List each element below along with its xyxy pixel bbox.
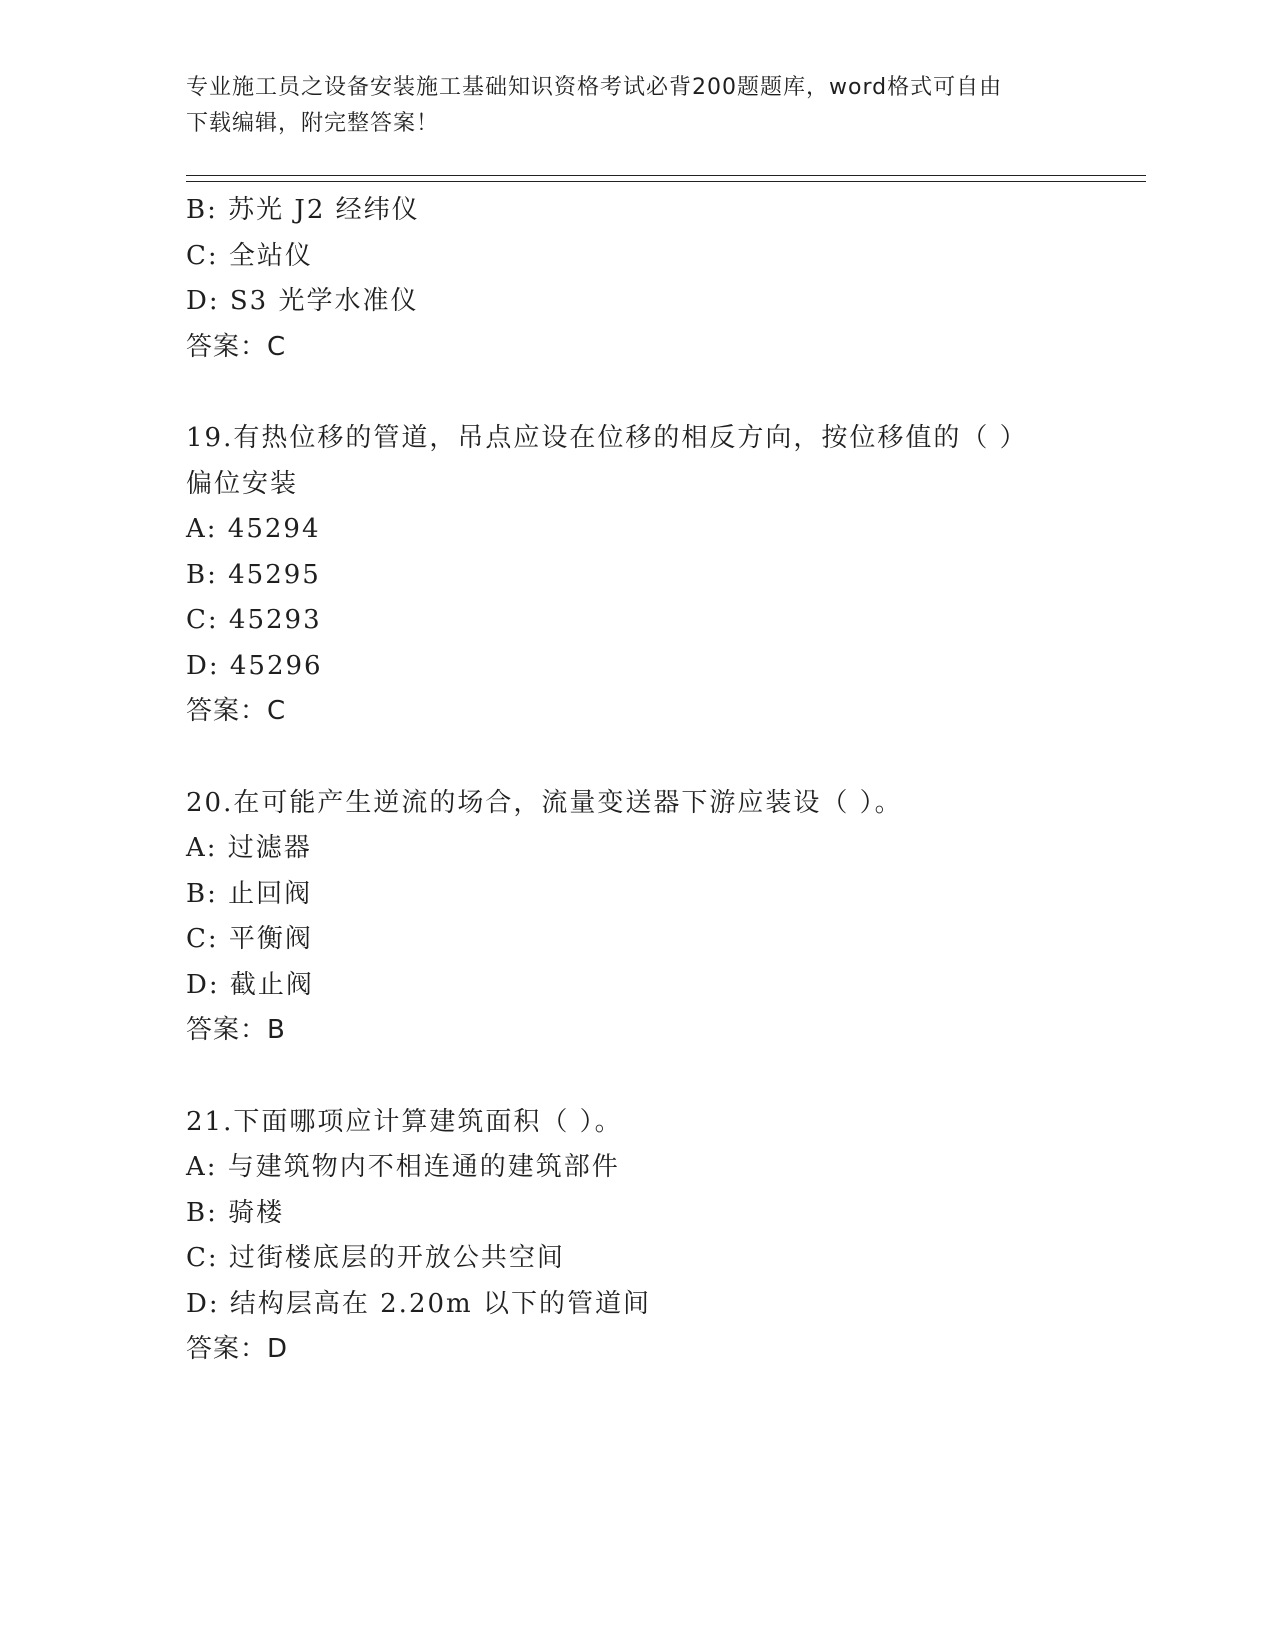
header-line-2: 下载编辑，附完整答案！: [186, 111, 440, 136]
option-a: A: 45294: [186, 514, 321, 544]
header-line-1: 专业施工员之设备安装施工基础知识资格考试必背200题题库，word格式可自由: [186, 75, 1003, 100]
question-stem: 19.有热位移的管道，吊点应设在位移的相反方向，按位移值的（ ）: [186, 423, 1028, 453]
header-divider-bottom: [186, 181, 1146, 182]
option-b: B: 苏光 J2 经纬仪: [186, 195, 420, 225]
header-divider-top: [186, 175, 1146, 176]
question-21: [186, 1100, 1146, 1373]
option-a: A: 与建筑物内不相连通的建筑部件: [186, 1152, 620, 1182]
document-header: [186, 70, 1066, 142]
answer-line: 答案：C: [186, 696, 287, 726]
option-d: D: S3 光学水准仪: [186, 286, 419, 316]
answer-line: 答案：D: [186, 1334, 289, 1364]
option-c: C: 45293: [186, 605, 322, 635]
question-stem-continued: 偏位安装: [186, 468, 299, 499]
option-b: B: 骑楼: [186, 1197, 285, 1228]
question-stem: 20.在可能产生逆流的场合，流量变送器下游应装设（ ）。: [186, 787, 903, 818]
question-18-tail: [186, 188, 1146, 370]
question-19: [186, 416, 1146, 735]
answer-line: 答案：C: [186, 331, 287, 362]
question-stem: 21.下面哪项应计算建筑面积（ ）。: [186, 1106, 623, 1137]
option-b: B: 止回阀: [186, 878, 313, 909]
answer-line: 答案：B: [186, 1015, 286, 1045]
option-d: D: 45296: [186, 650, 323, 681]
option-c: C: 平衡阀: [186, 924, 313, 954]
option-d: D: 截止阀: [186, 969, 314, 1000]
question-20: [186, 781, 1146, 1054]
question-list: [186, 188, 1146, 1373]
option-b: B: 45295: [186, 559, 321, 590]
option-c: C: 全站仪: [186, 240, 313, 271]
option-d: D: 结构层高在 2.20m 以下的管道间: [186, 1288, 651, 1319]
option-c: C: 过街楼底层的开放公共空间: [186, 1243, 565, 1273]
option-a: A: 过滤器: [186, 833, 312, 863]
